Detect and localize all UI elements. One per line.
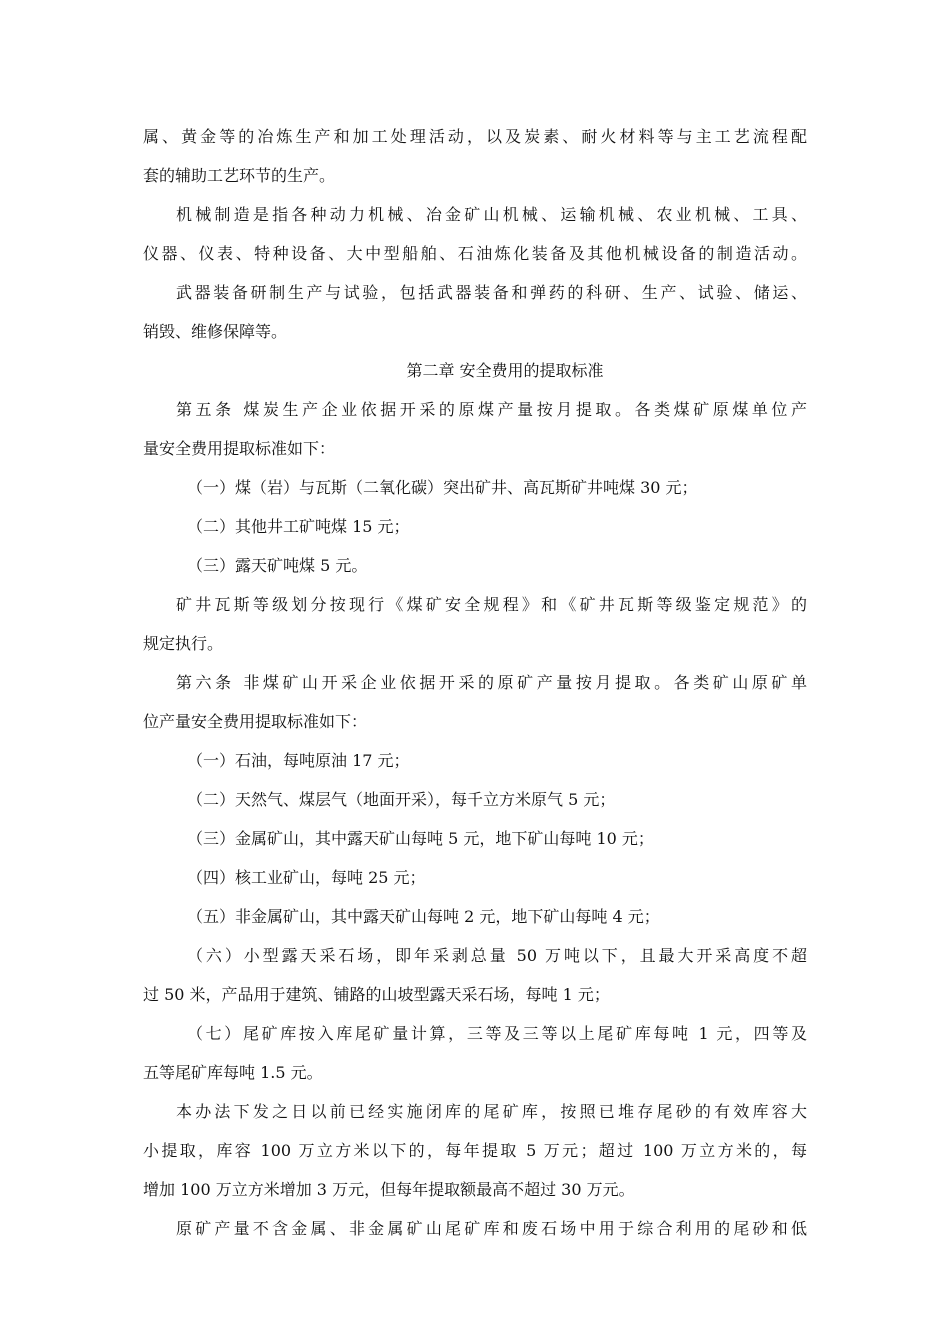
list-item: （三）露天矿吨煤 5 元。	[187, 556, 368, 575]
paragraph-line: 小提取，库容 100 万立方米以下的，每年提取 5 万元；超过 100 万立方米的，每	[143, 1141, 807, 1160]
paragraph-line: 机械制造是指各种动力机械、冶金矿山机械、运输机械、农业机械、工具、	[176, 205, 807, 224]
paragraph-line: 属、黄金等的冶炼生产和加工处理活动，以及炭素、耐火材料等与主工艺流程配	[143, 127, 807, 146]
paragraph-line: 五等尾矿库每吨 1.5 元。	[143, 1063, 323, 1082]
paragraph-line: 套的辅助工艺环节的生产。	[143, 166, 336, 185]
paragraph-line: 规定执行。	[143, 634, 224, 653]
paragraph-line: 量安全费用提取标准如下：	[143, 439, 336, 458]
paragraph-line: 仪器、仪表、特种设备、大中型船舶、石油炼化装备及其他机械设备的制造活动。	[143, 244, 807, 263]
list-item: （一）石油，每吨原油 17 元；	[187, 751, 410, 770]
list-item: （三）金属矿山，其中露天矿山每吨 5 元，地下矿山每吨 10 元；	[187, 829, 654, 848]
list-item: （二）天然气、煤层气（地面开采），每千立方米原气 5 元；	[187, 790, 616, 809]
paragraph-line: 增加 100 万立方米增加 3 万元，但每年提取额最高不超过 30 万元。	[143, 1180, 635, 1199]
paragraph-line: 武器装备研制生产与试验，包括武器装备和弹药的科研、生产、试验、储运、	[176, 283, 807, 302]
article-line: 第六条 非煤矿山开采企业依据开采的原矿产量按月提取。各类矿山原矿单	[176, 673, 807, 692]
paragraph-line: 原矿产量不含金属、非金属矿山尾矿库和废石场中用于综合利用的尾砂和低	[176, 1219, 807, 1238]
list-item: （二）其他井工矿吨煤 15 元；	[187, 517, 410, 536]
document-page	[143, 117, 807, 1248]
list-item: （五）非金属矿山，其中露天矿山每吨 2 元，地下矿山每吨 4 元；	[187, 907, 660, 926]
chapter-heading: 第二章 安全费用的提取标准	[406, 361, 604, 380]
list-item: （四）核工业矿山，每吨 25 元；	[187, 868, 426, 887]
article-line: 第五条 煤炭生产企业依据开采的原煤产量按月提取。各类煤矿原煤单位产	[176, 400, 807, 419]
paragraph-line: 矿井瓦斯等级划分按现行《煤矿安全规程》和《矿井瓦斯等级鉴定规范》的	[176, 595, 807, 614]
list-item: （六）小型露天采石场，即年采剥总量 50 万吨以下，且最大开采高度不超	[187, 946, 807, 965]
paragraph-line: 过 50 米，产品用于建筑、铺路的山坡型露天采石场，每吨 1 元；	[143, 985, 610, 1004]
list-item: （七）尾矿库按入库尾矿量计算，三等及三等以上尾矿库每吨 1 元，四等及	[187, 1024, 807, 1043]
paragraph-line: 位产量安全费用提取标准如下：	[143, 712, 368, 731]
list-item: （一）煤（岩）与瓦斯（二氧化碳）突出矿井、高瓦斯矿井吨煤 30 元；	[187, 478, 698, 497]
paragraph-line: 销毁、维修保障等。	[143, 322, 288, 341]
paragraph-line: 本办法下发之日以前已经实施闭库的尾矿库，按照已堆存尾砂的有效库容大	[176, 1102, 807, 1121]
